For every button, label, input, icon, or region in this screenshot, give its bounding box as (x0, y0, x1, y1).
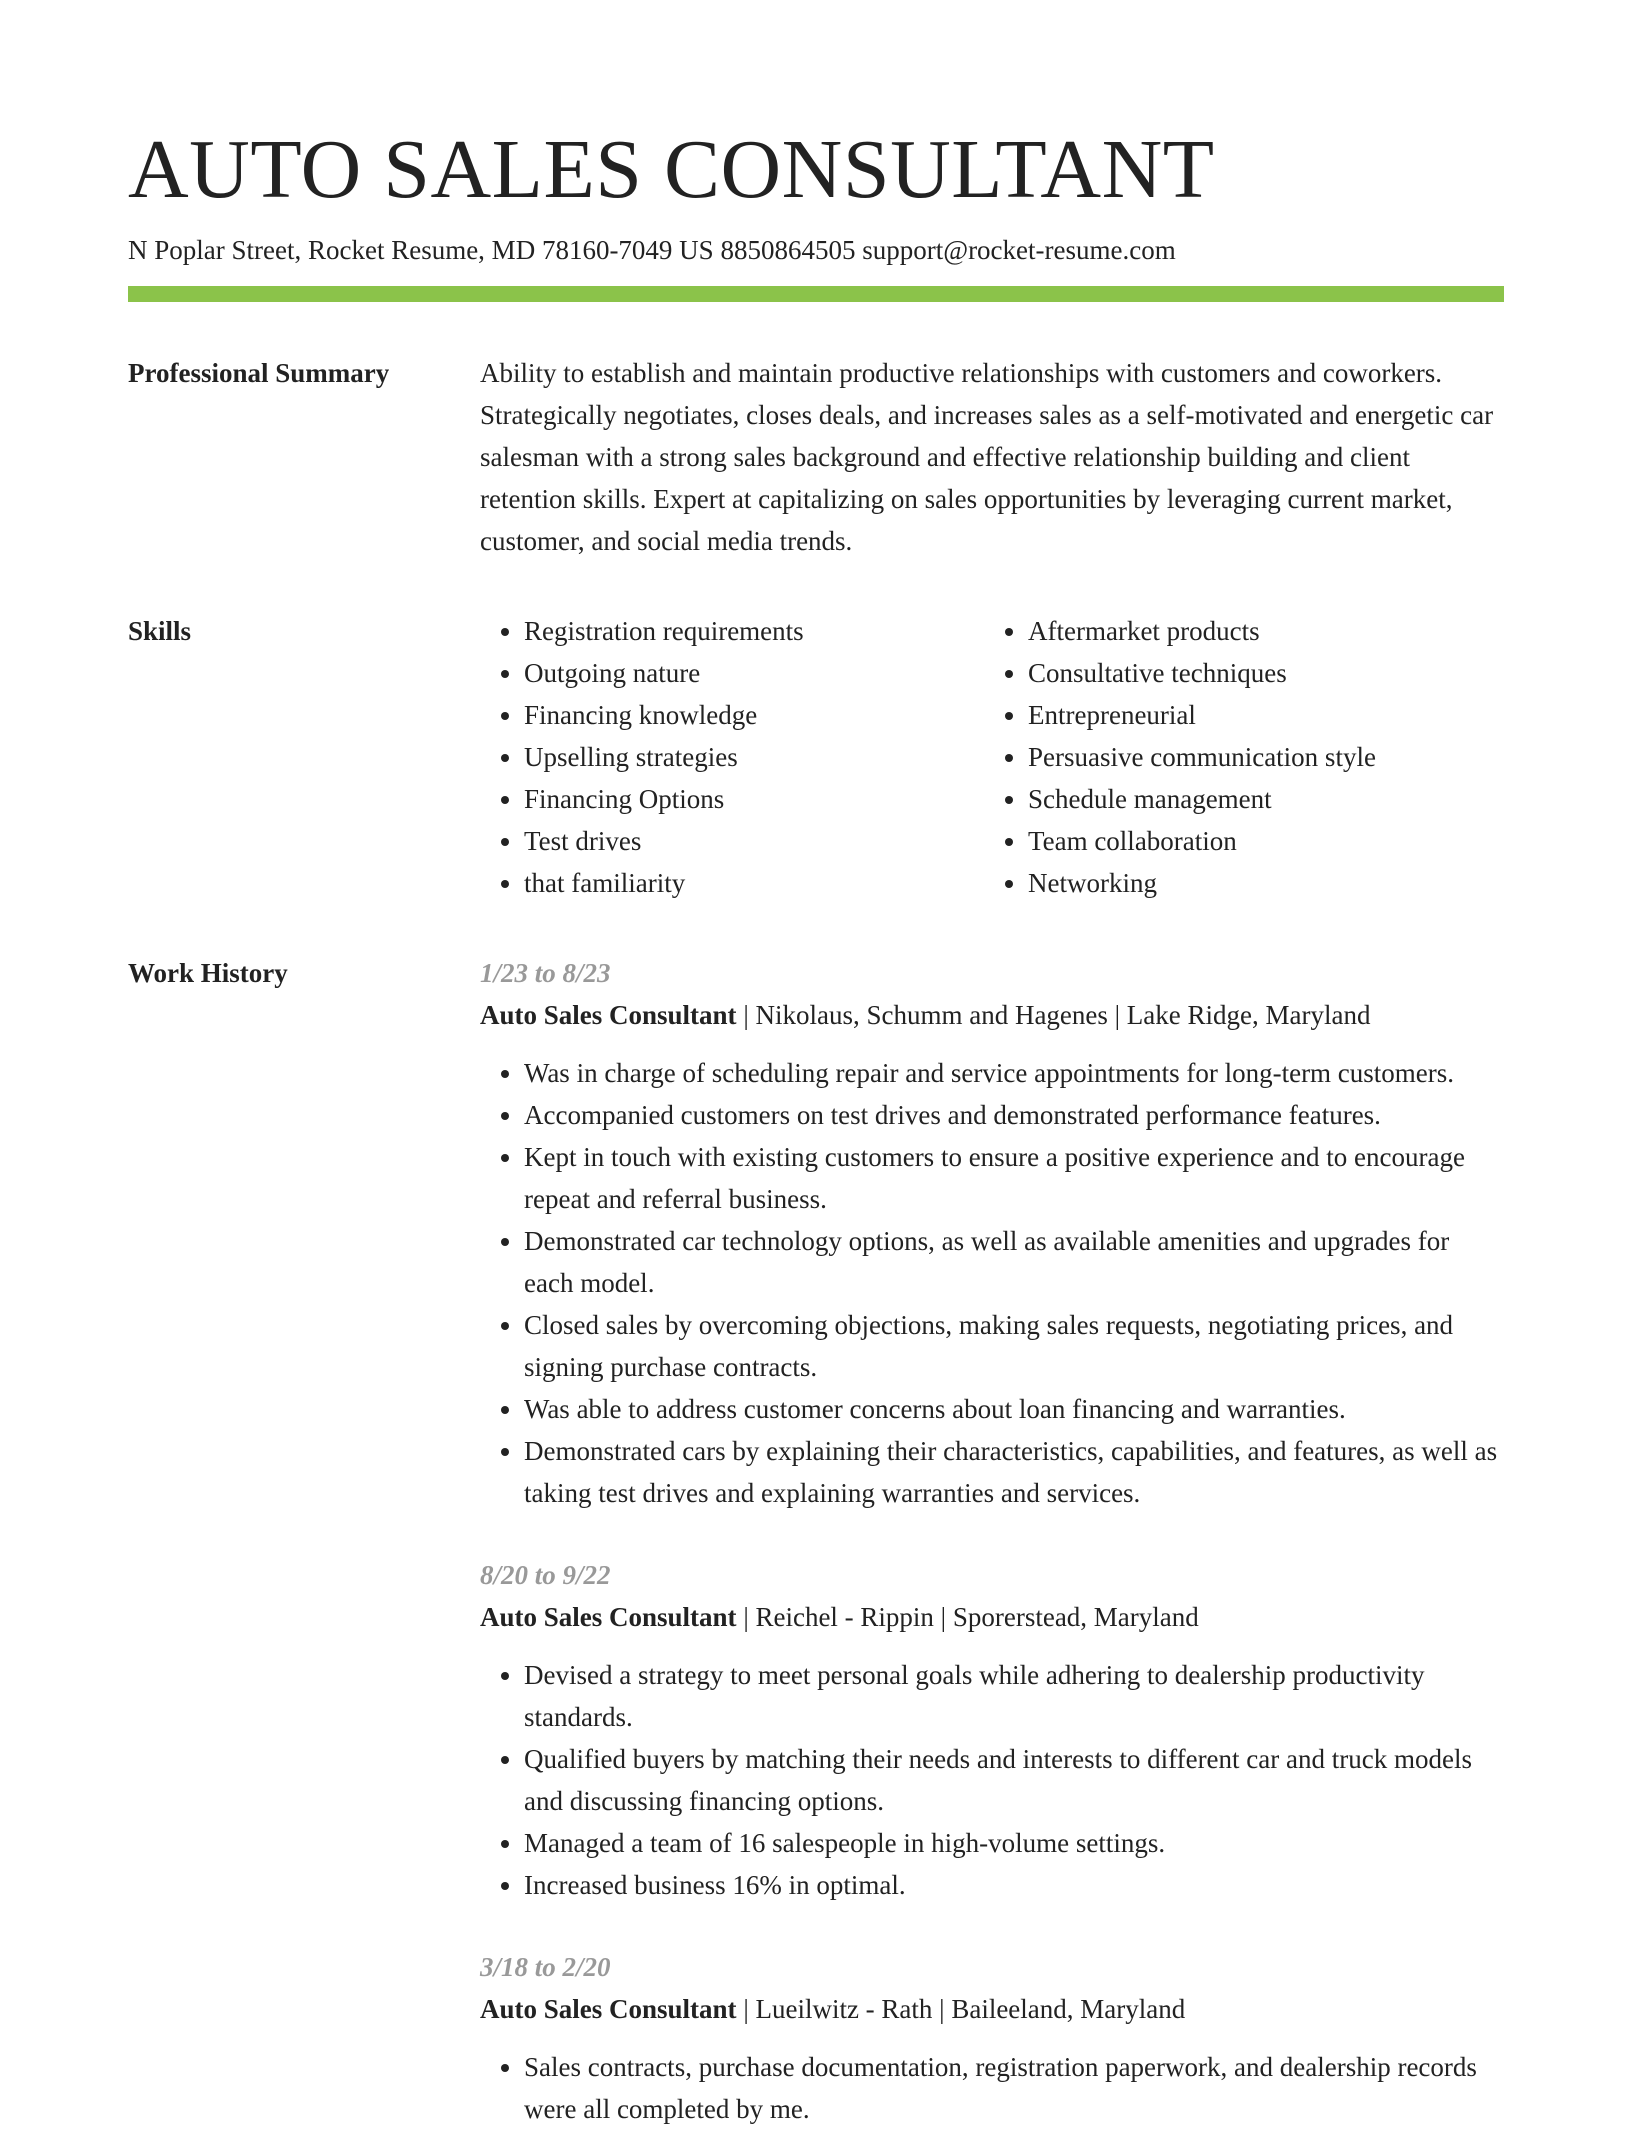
skill-item: • Team collaboration (1028, 820, 1488, 862)
skill-item: • Outgoing nature (524, 652, 984, 694)
job-entry (480, 952, 1504, 1514)
summary-label: Professional Summary (128, 358, 390, 388)
job-details: | Nikolaus, Schumm and Hagenes | Lake Ridge, Maryland (736, 1000, 1371, 1030)
job-bullet: • Demonstrated car technology options, as well as available amenities and upgrades for each model. (524, 1220, 1504, 1304)
skill-item: • Registration requirements (524, 610, 984, 652)
summary-section (128, 352, 1504, 562)
skill-item: • Aftermarket products (1028, 610, 1488, 652)
skill-item: • Consultative techniques (1028, 652, 1488, 694)
job-entry (480, 1946, 1504, 2130)
job-role: Auto Sales Consultant (480, 1000, 737, 1030)
skills-label: Skills (128, 616, 192, 646)
contact-line (128, 232, 1504, 268)
skill-item: • Entrepreneurial (1028, 694, 1488, 736)
skill-item: • Schedule management (1028, 778, 1488, 820)
job-dates: 8/20 to 9/22 (480, 1560, 611, 1590)
resume-page (128, 120, 1504, 2130)
header-divider (128, 286, 1504, 302)
job-bullets (480, 1654, 1504, 1906)
job-bullets (480, 1052, 1504, 1514)
job-bullet: • Kept in touch with existing customers to ensure a positive experience and to encourage repeat and referral business. (524, 1136, 1504, 1220)
work-history-content (480, 952, 1504, 2130)
job-bullet: • Qualified buyers by matching their needs and interests to different car and truck models and discussing financing options. (524, 1738, 1504, 1822)
job-dates: 3/18 to 2/20 (480, 1952, 611, 1982)
job-bullet: • Demonstrated cars by explaining their characteristics, capabilities, and features, as well as taking test drives and explaining warranties and services. (524, 1430, 1504, 1514)
skills-list-right (984, 610, 1488, 904)
job-bullet: • Sales contracts, purchase documentation, registration paperwork, and dealership records were all completed by me. (524, 2046, 1504, 2130)
job-bullet: • Was able to address customer concerns about loan financing and warranties. (524, 1388, 1504, 1430)
skill-item: • Financing knowledge (524, 694, 984, 736)
skill-item: • Financing Options (524, 778, 984, 820)
skill-item: • Upselling strategies (524, 736, 984, 778)
skill-item: • Networking (1028, 862, 1488, 904)
skills-list-left (480, 610, 984, 904)
work-history-label: Work History (128, 958, 288, 988)
job-bullet: • Closed sales by overcoming objections, making sales requests, negotiating prices, and signing purchase contracts. (524, 1304, 1504, 1388)
contact-email: support@rocket-resume.com (862, 235, 1176, 265)
skill-item: • that familiarity (524, 862, 984, 904)
work-history-section (128, 952, 1504, 2130)
skill-item: • Persuasive communication style (1028, 736, 1488, 778)
job-entry (480, 1554, 1504, 1906)
job-title-line (480, 1596, 1504, 1638)
skills-section (128, 610, 1504, 904)
job-role: Auto Sales Consultant (480, 1994, 737, 2024)
contact-address: N Poplar Street, Rocket Resume, MD 78160-7049 US (128, 235, 714, 265)
job-title-line (480, 1988, 1504, 2030)
job-bullet: • Was in charge of scheduling repair and service appointments for long-term customers. (524, 1052, 1504, 1094)
job-bullets (480, 2046, 1504, 2130)
job-bullet: • Increased business 16% in optimal. (524, 1864, 1504, 1906)
resume-title: AUTO SALES CONSULTANT (128, 123, 1215, 216)
job-dates: 1/23 to 8/23 (480, 958, 611, 988)
job-role: Auto Sales Consultant (480, 1602, 737, 1632)
job-bullet: • Managed a team of 16 salespeople in high-volume settings. (524, 1822, 1504, 1864)
contact-phone: 8850864505 (720, 235, 856, 265)
job-details: | Reichel - Rippin | Sporerstead, Maryland (736, 1602, 1199, 1632)
summary-content (480, 352, 1504, 562)
job-title-line (480, 994, 1504, 1036)
skill-item: • Test drives (524, 820, 984, 862)
skills-content (480, 610, 1504, 904)
job-bullet: • Devised a strategy to meet personal goals while adhering to dealership productivity standards. (524, 1654, 1504, 1738)
summary-text: Ability to establish and maintain productive relationships with customers and coworkers. Strategically negotiates, closes deals, and increases sales as a self-motivated and energetic car salesman with a strong sales background and effective relationship building and client retention skills. Expert at capitalizing on sales opportunities by leveraging current market, customer, and social media trends. (480, 358, 1494, 556)
job-bullet: • Accompanied customers on test drives and demonstrated performance features. (524, 1094, 1504, 1136)
job-details: | Lueilwitz - Rath | Baileeland, Maryland (736, 1994, 1186, 2024)
